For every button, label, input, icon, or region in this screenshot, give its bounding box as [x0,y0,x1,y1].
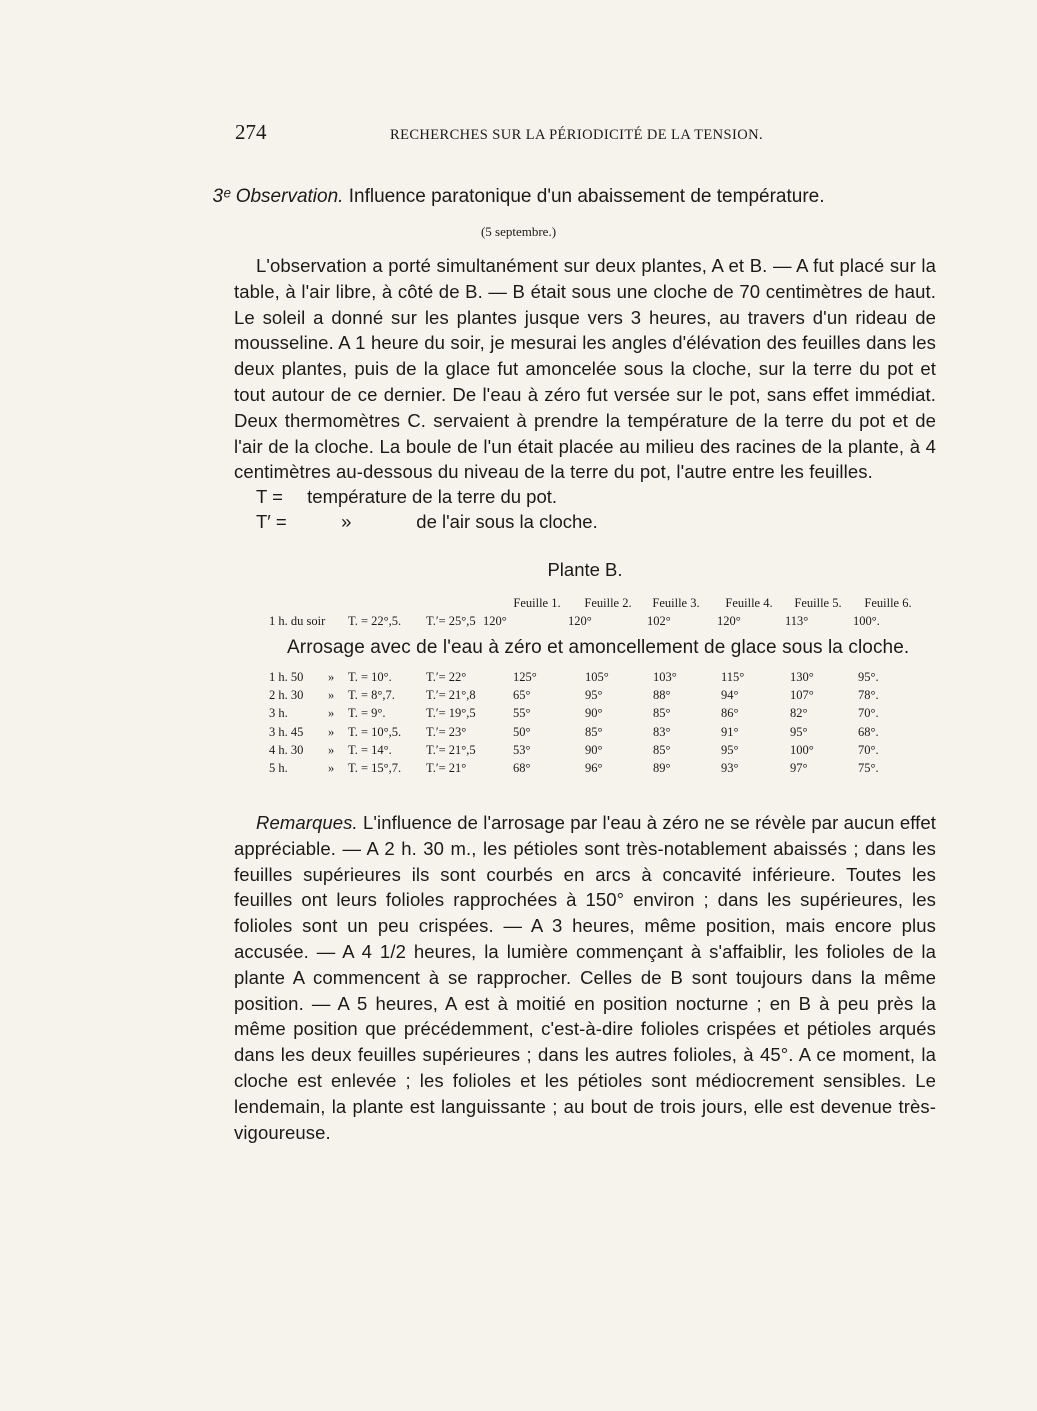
angle-value: 102° [647,614,671,628]
observation-date: (5 septembre.) [480,224,557,239]
angle-value: 97° [790,761,808,775]
column-header: Feuille 4. [725,596,773,610]
paragraph-remarques [234,810,936,1145]
row-temp-air: T.′= 21°,5 [426,742,476,757]
page-number: 274 [235,120,267,144]
angle-value: 89° [653,761,671,775]
row-temp-air: T.′= 25°,5 [426,614,476,628]
column-header: Feuille 6. [864,596,912,610]
angle-value: 85° [585,724,603,739]
angle-value: 90° [585,706,603,721]
angle-value: 95°. [858,670,879,684]
column-header: Feuille 3. [652,596,700,610]
angle-value: 55° [513,706,531,721]
ditto-mark: » [328,761,335,775]
row-time: 1 h. 50 [269,670,304,684]
table-title: Plante B. [547,559,623,580]
row-temp-air: T.′= 22° [426,670,467,684]
angle-value: 115° [721,670,745,684]
row-temp-soil: T. = 9°. [348,706,386,721]
row-temp-soil: T. = 14°. [348,742,392,757]
running-title: RECHERCHES SUR LA PÉRIODICITÉ DE LA TENSION. [390,127,763,143]
row-temp-soil: T. = 15°,7. [348,761,402,775]
angle-value: 85° [653,742,671,757]
angle-value: 103° [653,670,677,684]
angle-value: 70°. [858,706,879,721]
angle-value: 53° [513,742,531,757]
angle-value: 94° [721,688,739,703]
row-temp-air: T.′= 19°,5 [426,706,476,721]
row-time: 5 h. [269,761,288,775]
ditto-mark: » [328,670,335,684]
row-time: 4 h. 30 [269,742,304,757]
ditto-mark: » [328,706,335,721]
angle-value: 93° [721,761,739,775]
row-time: 3 h. [269,706,288,721]
ditto-mark: » [328,724,335,739]
arrosage-heading: Arrosage avec de l'eau à zéro et amoncellement de glace sous la cloche. [287,637,910,658]
angle-value: 100° [790,742,814,757]
row-temp-soil: T. = 8°,7. [348,688,395,703]
row-time: 1 h. du soir [269,614,326,628]
angle-value: 50° [513,724,531,739]
angle-value: 95° [721,742,739,757]
ditto-mark: » [328,742,335,757]
angle-value: 95° [585,688,603,703]
legend-tprime-text: de l'air sous la cloche. [416,511,598,532]
column-header: Feuille 1. [513,596,561,610]
angle-value: 91° [721,724,739,739]
angle-value: 120° [568,614,592,628]
row-temp-soil: T. = 22°,5. [348,614,402,628]
observation-number: 3ᵉ [212,186,231,207]
angle-value: 120° [717,614,741,628]
legend-t-text: température de la terre du pot. [307,486,558,507]
column-header: Feuille 2. [584,596,632,610]
row-temp-air: T.′= 21° [426,761,467,775]
row-temp-soil: T. = 10°. [348,670,392,684]
remarques-lead: Remarques. [256,812,358,833]
paragraph-text: L'observation a porté simultanément sur deux plantes, A et B. — A fut placé sur la table, à l'air libre, à côté de B. — B était sous une cloche de 70 centimètres de haut. Le soleil a donné sur les plantes jusque vers 3 heures, au travers d'un rideau de mousseline. A 1 heure du soir, je mesurai les angles d'élévation des feuilles dans les deux plantes, puis de la glace fut amoncelée sous la cloche, sur la terre du pot et tout autour de ce dernier. De l'eau à zéro fut versée sur le pot, sans effet immédiat. Deux thermomètres C. servaient à prendre la température de la terre du pot et de l'air de la cloche. La boule de l'un était placée au milieu des racines de la plante, à 4 centimètres au-dessous du niveau de la terre du pot, l'autre entre les feuilles. [234,255,936,483]
remarques-paragraph [234,810,936,1145]
angle-value: 68° [513,761,531,775]
angle-value: 107° [790,688,814,703]
angle-value: 82° [790,706,808,721]
angle-value: 65° [513,688,531,703]
angle-value: 125° [513,670,537,684]
angle-value: 100°. [853,614,880,628]
angle-value: 130° [790,670,814,684]
row-temp-air: T.′= 21°,8 [426,688,476,703]
angle-value: 75°. [858,761,879,775]
angle-value: 96° [585,761,603,775]
legend-t-symbol: T = [256,486,283,507]
row-time: 3 h. 45 [269,724,304,739]
row-time: 2 h. 30 [269,688,304,703]
row-temp-soil: T. = 10°,5. [348,724,402,739]
legend-ditto-mark: » [341,511,352,532]
legend-tprime-symbol: T′ = [256,511,287,532]
angle-value: 88° [653,688,671,703]
angle-value: 105° [585,670,609,684]
angle-value: 78°. [858,688,879,703]
angle-value: 68°. [858,724,879,739]
row-temp-air: T.′= 23° [426,724,467,739]
angle-value: 86° [721,706,739,721]
angle-value: 83° [653,724,671,739]
angle-value: 90° [585,742,603,757]
angle-value: 113° [785,614,809,628]
angle-value: 120° [483,614,507,628]
ditto-mark: » [328,688,335,703]
angle-value: 95° [790,724,808,739]
angle-value: 85° [653,706,671,721]
observation-heading: Influence paratonique d'un abaissement de température. [348,186,825,207]
observation-label: Observation. [235,186,344,207]
angle-value: 70°. [858,742,879,757]
remarques-text: L'influence de l'arrosage par l'eau à zéro ne se révèle par aucun effet appréciable. — A 2 h. 30 m., les pétioles sont très-notablement abaissés ; dans les feuilles supérieures ils sont courbés en arcs à concavité inférieure. Toutes les feuilles ont leurs folioles rapprochées à 150° environ ; dans les supérieures, les folioles sont un peu crispées. — A 3 heures, même position, mais encore plus accusée. — A 4 1/2 heures, la lumière commençant à s'affaiblir, les folioles de la plante A commencent à se rapprocher. Celles de B sont toujours dans la même position. — A 5 heures, A est à moitié en position nocturne ; en B à peu près la même position que précédemment, c'est-à-dire folioles crispées et pétioles arqués dans les deux feuilles supérieures ; dans les autres folioles, à 45°. A ce moment, la cloche est enlevée ; les folioles et les pétioles sont médiocrement sensibles. Le lendemain, la plante est languissante ; au bout de trois jours, elle est devenue très-vigoureuse. [234,812,936,1143]
column-header: Feuille 5. [794,596,842,610]
